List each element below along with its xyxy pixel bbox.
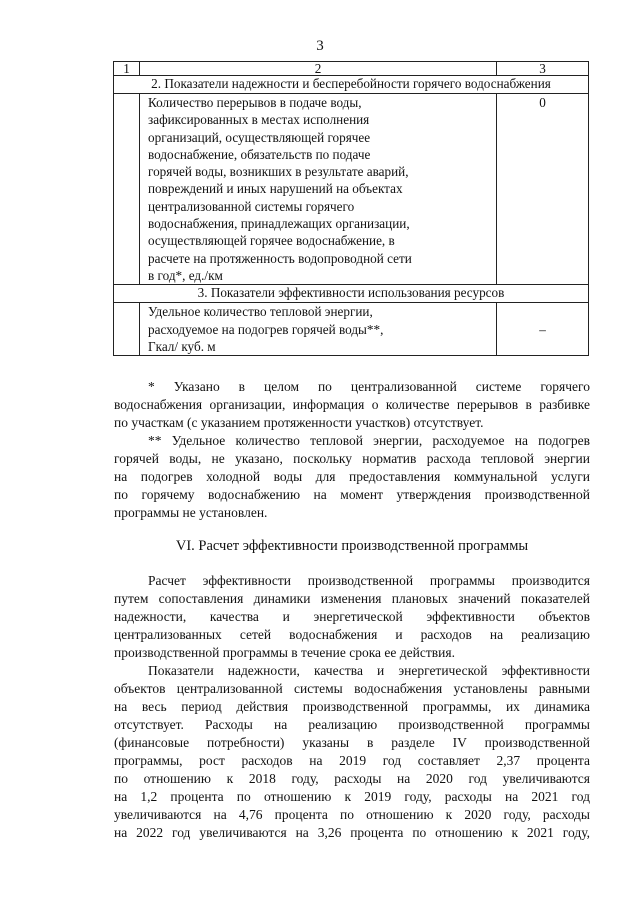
- footnote-line: горячей воды, не указано, поскольку норматив расхода тепловой энергии: [114, 451, 590, 466]
- paragraph-line: объектов централизованной системы водоснабжения установлены равными: [114, 681, 590, 696]
- header-cell-1: 1: [114, 62, 140, 76]
- paragraph-line: программы, рост расходов на 2019 год составляет 2,37 процента: [114, 753, 590, 768]
- paragraph-line: на 1,2 процента по отношению к 2019 году, расходы на 2021 год: [114, 789, 590, 804]
- footnote-2: [114, 432, 590, 522]
- footnote-line: водоснабжения организации, информация о количестве перерывов в разбивке: [114, 397, 590, 412]
- paragraph-2: [114, 662, 590, 842]
- paragraph-line: на 2022 год увеличиваются на 3,26 процента по отношению к 2021 году,: [114, 825, 590, 840]
- paragraph-line: по отношению к 2018 году, расходы на 2020 год увеличиваются: [114, 771, 590, 786]
- footnote-1: [114, 378, 590, 432]
- row1-line: централизованной системы горячего: [148, 198, 355, 214]
- paragraph-line: централизованных сетей водоснабжения и расходов на реализацию: [114, 627, 590, 642]
- paragraph-line: отсутствует. Расходы на реализацию производственной программы: [114, 717, 590, 732]
- indicators-table: [113, 61, 589, 356]
- header-cell-3: 3: [497, 62, 589, 76]
- row1-description: [140, 94, 497, 285]
- table-row: [114, 94, 589, 285]
- row2-line: Удельное количество тепловой энергии,: [148, 304, 373, 320]
- row1-line: в год*, ед./км: [148, 267, 223, 283]
- table-row: [114, 303, 589, 356]
- section-heading: VI. Расчет эффективности производственной программы: [175, 538, 529, 554]
- footnote-line: программы не установлен.: [114, 505, 268, 520]
- paragraph-1: [114, 572, 590, 662]
- row1-line: Количество перерывов в подаче воды,: [148, 95, 362, 110]
- paragraph-line: Расчет эффективности производственной программы производится: [148, 573, 590, 588]
- row1-line: расчете на протяженность водопроводной сети: [148, 250, 412, 266]
- table-header-row: [114, 62, 589, 76]
- row1-line: водоснабжение, обязательств по подаче: [148, 146, 371, 162]
- page-number: 3: [316, 38, 324, 54]
- paragraph-line: путем сопоставления динамики изменения плановых значений показателей: [114, 591, 590, 606]
- paragraph-line: на весь период действия производственной программы, их динамика: [114, 699, 590, 714]
- paragraph-line: Показатели надежности, качества и энергетической эффективности: [148, 663, 590, 678]
- section2-row: [114, 76, 589, 94]
- paragraph-line: производственной программы в течение срока ее действия.: [114, 645, 455, 660]
- row2-description: [140, 303, 497, 356]
- section2-title: 2. Показатели надежности и бесперебойности горячего водоснабжения: [114, 76, 589, 94]
- row1-value: 0: [497, 94, 589, 285]
- row2-value: –: [497, 303, 589, 356]
- row1-line: водоснабжения, принадлежащих организации,: [148, 216, 410, 232]
- footnote-line: по участкам (с указанием протяженности участков) отсутствует.: [114, 415, 484, 430]
- footnote-line: на подогрев холодной воды для предоставления коммунальной услуги: [114, 469, 590, 484]
- row1-line: осуществляющей горячее водоснабжение, в: [148, 233, 395, 249]
- row1-line: зафиксированных в местах исполнения: [148, 112, 370, 128]
- row1-line: организаций, осуществляющей горячее: [148, 129, 371, 145]
- row-index-cell: [114, 303, 140, 356]
- footnote-line: ** Удельное количество тепловой энергии, расходуемое на подогрев: [148, 433, 590, 448]
- paragraph-line: (финансовые потребности) указаны в разделе IV производственной: [114, 735, 590, 750]
- row1-line: горячей воды, возникших в результате аварий,: [148, 164, 409, 180]
- row2-line: Гкал/ куб. м: [148, 338, 216, 354]
- paragraph-line: увеличиваются на 4,76 процента по отношению к 2020 году, расходы: [114, 807, 590, 822]
- row2-line: расходуемое на подогрев горячей воды**,: [148, 321, 384, 337]
- footnote-line: * Указано в целом по централизованной системе горячего: [148, 379, 590, 394]
- paragraph-line: надежности, качества и энергетической эффективности объектов: [114, 609, 590, 624]
- header-cell-2: 2: [140, 62, 497, 76]
- footnote-line: по горячему водоснабжению на момент утверждения производственной: [114, 487, 590, 502]
- section3-row: [114, 285, 589, 303]
- section3-title: 3. Показатели эффективности использования ресурсов: [114, 285, 589, 303]
- row1-line: повреждений и иных нарушений на объектах: [148, 181, 403, 197]
- row-index-cell: [114, 94, 140, 285]
